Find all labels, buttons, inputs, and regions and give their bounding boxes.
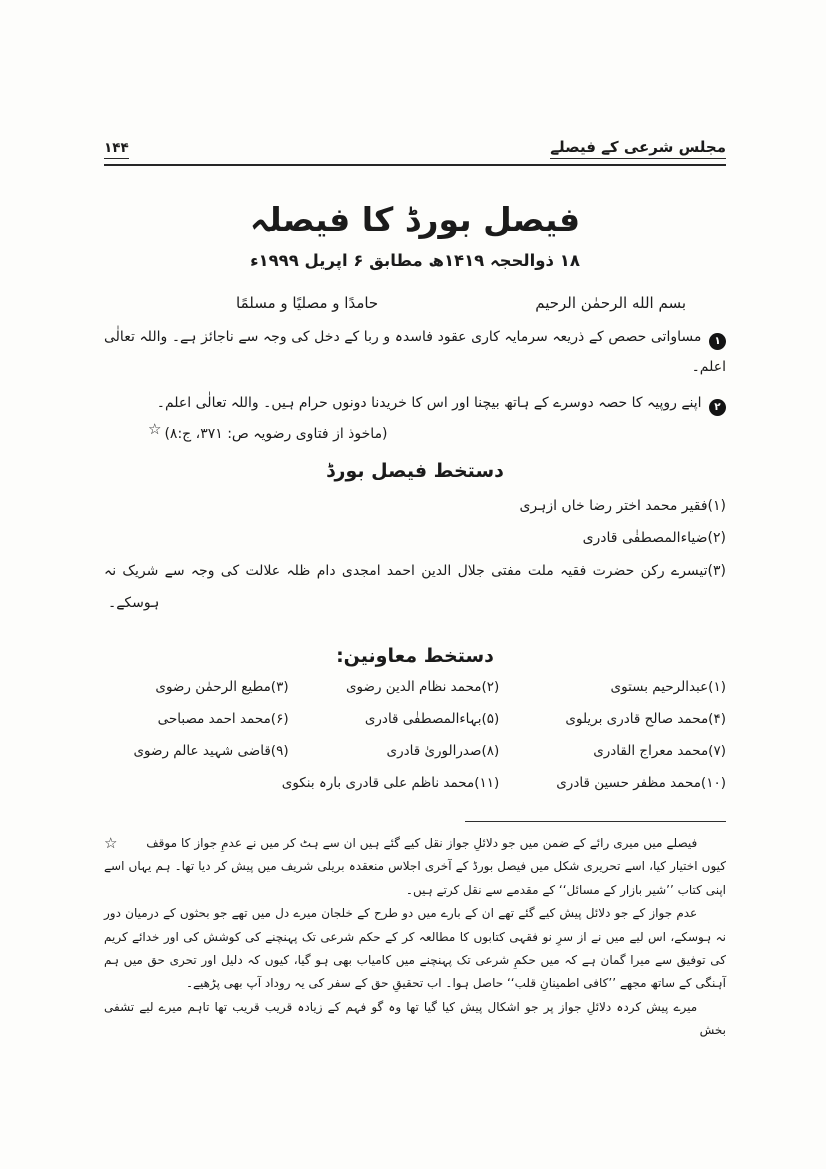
assistant-name: (۶)محمد احمد مصباحی [157, 711, 289, 728]
assistant-name: (۱۰)محمد مظفر حسین قادری [556, 775, 726, 792]
board-signatures-heading: دستخط فیصل بورڈ [326, 460, 504, 483]
board-member-2: (۲)ضیاءالمصطفٰی قادری [582, 530, 726, 547]
book-title: مجلس شرعی کے فیصلے [550, 138, 726, 159]
fatwa-items [104, 322, 726, 418]
assistants-grid [104, 679, 726, 791]
assistants-heading: دستخط معاونین: [336, 645, 494, 668]
assistant-name: (۹)قاضی شہید عالم رضوی [133, 743, 289, 760]
board-member-3-line1: (۳)تیسرے رکن حضرت فقیہ ملت مفتی جلال الدین احمد امجدی دام ظلہ علالت کی وجہ سے شریک نہ [104, 562, 726, 579]
board-member-3-line2: ہوسکے۔ [108, 594, 160, 611]
running-header [104, 138, 726, 166]
fatwa-item-1 [104, 322, 726, 382]
basmala-text: بسم الله الرحمٰن الرحیم [535, 294, 686, 312]
fatwa-item-2 [104, 388, 726, 418]
item-number-badge: ۲ [709, 399, 726, 416]
assistant-name: (۱۱)محمد ناظم علی قادری بارہ بنکوی [281, 775, 500, 792]
assistant-name: (۱)عبدالرحیم بستوی [610, 679, 726, 696]
assistant-name: (۲)محمد نظام الدین رضوی [345, 679, 500, 696]
basmala-row [104, 294, 726, 312]
board-signatures-list [104, 490, 726, 619]
assistant-name: (۳)مطیع الرحمٰن رضوی [155, 679, 289, 696]
footnote-para-3: میرے پیش کردہ دلائلِ جواز پر جو اشکال پیش کیا گیا تھا وہ گو فہم کے زیادہ قریب قریب تھا تاہم میرے لیے تشفی بخش [104, 999, 726, 1038]
board-member-1: (۱)فقیر محمد اختر رضا خاں ازہری [519, 498, 726, 515]
decision-date: ۱۸ ذوالحجہ ۱۴۱۹ھ مطابق ۶ اپریل ۱۹۹۹ء [250, 251, 580, 270]
citation-text: (ماخوذ از فتاوی رضویہ ص: ۳۷۱، ج:۸) [164, 426, 388, 443]
fatwa-item-2-text: اپنے روپیہ کا حصہ دوسرے کے ہاتھ بیچنا اور اس کا خریدنا دونوں حرام ہیں۔ واللہ تعالٰی اعلم۔ [156, 395, 702, 412]
fatwa-item-1-text: مساواتی حصص کے ذریعہ سرمایہ کاری عقود فاسدہ و ربا کے دخل کی وجہ سے ناجائز ہے۔ واللہ تعالٰی اعلم۔ [104, 329, 726, 376]
footnote-star-icon: ☆ [104, 834, 118, 853]
footnote-para-2: عدم جواز کے جو دلائل پیش کیے گئے تھے ان کے بارے میں دو طرح کے خلجان میرے دل میں تھے جو بحثوں کے درمیان دور نہ ہوسکے، اس لیے میں نے از سرِ نو فقہی کتابوں کا مطالعہ کر کے حکم شرعی تک پہنچنے کی کوشش کی اور خدائے کریم کی توفیق سے میرا گمان ہے کہ میں حکمِ شرعی تک پہنچنے میں کامیاب بھی ہو گیا، کیوں کہ دلیل اور تحری حق میں ہم آہنگی کے ساتھ مجھے ’’کافی اطمینانِ قلب‘‘ حاصل ہوا۔ اب تحقیقِ حق کے سفر کی یہ روداد آپ بھی پڑھیے۔ [104, 906, 726, 991]
hamd-text: حامدًا و مصلیًا و مسلمًا [236, 294, 379, 312]
footnote-block [104, 832, 726, 1043]
footnote-para-1 [104, 832, 726, 902]
assistant-name: (۴)محمد صالح قادری بریلوی [565, 711, 726, 728]
assistant-name: (۸)صدرالوریٰ قادری [386, 743, 500, 760]
page-number: ۱۴۴ [104, 140, 129, 159]
item-number-badge: ۱ [709, 333, 726, 350]
decision-title: فیصل بورڈ کا فیصلہ [249, 200, 581, 239]
assistant-name: (۷)محمد معراج القادری [593, 743, 726, 760]
footnote-separator-rule [465, 821, 726, 822]
source-citation [104, 420, 726, 442]
footnote-para-1-text: فیصلے میں میری رائے کے ضمن میں جو دلائلِ جواز نقل کیے گئے ہیں ان سے ہٹ کر میں نے عدمِ جواز کا موقف کیوں اختیار کیا، اسے تحریری شکل میں فیصل بورڈ کے آخری اجلاس منعقدہ بریلی شریف میں پیش کر دیا تھا۔ ہم یہاں اسے اپنی کتاب ’’شیر بازار کے مسائل‘‘ کے مقدمے سے نقل کرتے ہیں۔ [104, 836, 726, 897]
assistant-name: (۵)بہاءالمصطفٰی قادری [364, 711, 500, 728]
footnote-star-icon: ☆ [148, 420, 162, 439]
